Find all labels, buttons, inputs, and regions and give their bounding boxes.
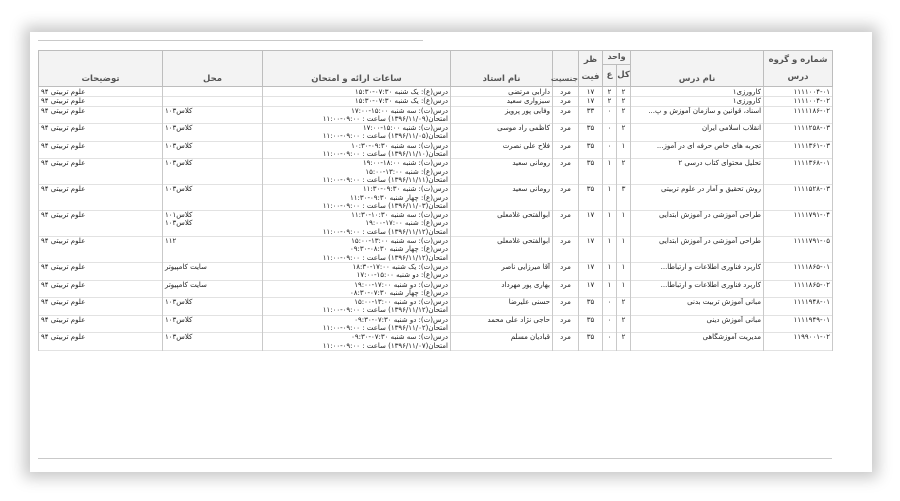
- notes: علوم تربیتی ۹۴: [39, 124, 163, 142]
- total-units: ۱: [617, 237, 631, 263]
- schedule-line: درس(ت): سه شنبه ۱۳:۰۰-۱۵:۰۰: [351, 237, 448, 246]
- location: سایت کامپیوتر: [163, 262, 263, 280]
- location: کلاس۱۰۳: [163, 333, 263, 351]
- header-notes[interactable]: توضیحات: [39, 51, 163, 87]
- capacity: ۱۷: [579, 97, 603, 106]
- capacity: ۱۷: [579, 87, 603, 97]
- notes: علوم تربیتی ۹۴: [39, 237, 163, 263]
- practical-units: ۱: [603, 159, 617, 185]
- gender: مرد: [553, 124, 579, 142]
- schedule-line: درس(ت): دو شنبه ۱۳:۰۰-۱۵:۰۰: [354, 298, 448, 307]
- gender: مرد: [553, 280, 579, 298]
- capacity: ۳۳: [579, 106, 603, 124]
- header-schedule[interactable]: ساعات ارائه و امتحان: [263, 51, 451, 87]
- notes: علوم تربیتی ۹۴: [39, 211, 163, 237]
- total-units: ۱: [617, 280, 631, 298]
- schedule-line: درس(ع): شنبه ۱۳:۰۰-۱۵:۰۰: [365, 167, 448, 176]
- table-row[interactable]: [39, 211, 833, 237]
- practical-units: ۲: [603, 97, 617, 106]
- gender: مرد: [553, 298, 579, 316]
- course-code: ۱۱۱۱۷۹۱-۰۵: [764, 237, 833, 263]
- notes: علوم تربیتی ۹۴: [39, 185, 163, 211]
- location: [163, 87, 263, 97]
- notes: علوم تربیتی ۹۴: [39, 106, 163, 124]
- header-total-units[interactable]: کل: [617, 65, 631, 87]
- table-row[interactable]: [39, 280, 833, 298]
- notes: علوم تربیتی ۹۴: [39, 333, 163, 351]
- schedule-cell: [263, 159, 451, 185]
- gender: مرد: [553, 185, 579, 211]
- schedule-line: امتحان(۱۳۹۶/۱۱/۰۷) ساعت : ۰۹:۰۰-۱۱:۰۰: [322, 341, 448, 350]
- total-units: ۱: [617, 141, 631, 159]
- location: کلاس۱۰۳: [163, 124, 263, 142]
- course-name: کاربرد فناوری اطلاعات و ارتباطا...: [631, 262, 764, 280]
- table-row[interactable]: [39, 124, 833, 142]
- total-units: ۳: [617, 185, 631, 211]
- practical-units: ۰: [603, 124, 617, 142]
- instructor-name: فلاح علی نصرت: [451, 141, 553, 159]
- schedule-line: درس(ع): چهار شنبه ۰۷:۳۰-۰۸:۳۰: [350, 288, 448, 297]
- header-course-code[interactable]: شماره و گروه درس: [764, 51, 833, 87]
- capacity: ۳۵: [579, 124, 603, 142]
- instructor-name: ابوالفتحی غلامعلی: [451, 237, 553, 263]
- location: کلاس۱۰۳: [163, 185, 263, 211]
- gender: مرد: [553, 211, 579, 237]
- capacity: ۳۵: [579, 159, 603, 185]
- schedule-line: امتحان(۱۳۹۶/۱۱/۰۳) ساعت : ۰۹:۰۰-۱۱:۰۰: [322, 201, 448, 210]
- instructor-name: دارابی مرتضی: [451, 87, 553, 97]
- practical-units: ۰: [603, 141, 617, 159]
- course-code: ۱۱۱۱۹۴۹-۰۱: [764, 315, 833, 333]
- practical-units: ۰: [603, 106, 617, 124]
- table-row[interactable]: [39, 87, 833, 97]
- course-code: ۱۱۱۱۳۶۸-۰۱: [764, 159, 833, 185]
- instructor-name: وفایی پور پرویز: [451, 106, 553, 124]
- course-name: روش تحقیق و آمار در علوم تربیتی: [631, 185, 764, 211]
- total-units: ۲: [617, 298, 631, 316]
- course-name: طراحی آموزشی در آموزش ابتدایی: [631, 211, 764, 237]
- table-row[interactable]: [39, 333, 833, 351]
- schedule-cell: [263, 237, 451, 263]
- table-row[interactable]: [39, 237, 833, 263]
- course-name: مبانی آموزش تربیت بدنی: [631, 298, 764, 316]
- schedule-cell: [263, 124, 451, 142]
- practical-units: ۰: [603, 315, 617, 333]
- location: کلاس۱۰۳: [163, 298, 263, 316]
- practical-units: ۱: [603, 185, 617, 211]
- header-location[interactable]: محل: [163, 51, 263, 87]
- schedule-cell: [263, 106, 451, 124]
- schedule-line: درس(ع): دو شنبه ۱۵:۰۰-۱۷:۰۰: [356, 271, 448, 280]
- header-gender[interactable]: جنسیت: [553, 51, 579, 87]
- schedule-line: درس(ت): دو شنبه ۰۷:۳۰-۰۹:۳۰: [354, 315, 448, 324]
- course-schedule-table: [38, 50, 833, 351]
- instructor-name: کاظمی راد موسی: [451, 124, 553, 142]
- location: سایت کامپیوتر: [163, 280, 263, 298]
- schedule-cell: [263, 185, 451, 211]
- course-code: ۱۱۱۱۲۵۸-۰۳: [764, 124, 833, 142]
- schedule-line: درس(ت): سه شنبه ۰۹:۳۰-۱۰:۳۰: [351, 141, 448, 150]
- practical-units: ۱: [603, 262, 617, 280]
- schedule-line: درس(ت): شنبه ۱۵:۰۰-۱۷:۰۰: [362, 124, 448, 133]
- table-row[interactable]: [39, 97, 833, 106]
- header-practical-units[interactable]: ع: [603, 65, 617, 87]
- location: کلاس۱۰۳: [163, 315, 263, 333]
- gender: مرد: [553, 237, 579, 263]
- capacity: ۱۷: [579, 280, 603, 298]
- schedule-cell: [263, 141, 451, 159]
- course-code: ۱۱۹۹۰۰۱-۰۲: [764, 333, 833, 351]
- header-units: واحد: [603, 51, 631, 65]
- instructor-name: حسنی علیرضا: [451, 298, 553, 316]
- course-code: ۱۱۱۱۹۴۸-۰۱: [764, 298, 833, 316]
- total-units: ۲: [617, 97, 631, 106]
- course-code: ۱۱۱۱۷۹۱-۰۴: [764, 211, 833, 237]
- gender: مرد: [553, 97, 579, 106]
- capacity: ۳۵: [579, 185, 603, 211]
- instructor-name: بهاری پور مهرداد: [451, 280, 553, 298]
- notes: علوم تربیتی ۹۴: [39, 141, 163, 159]
- instructor-name: ابوالفتحی غلامعلی: [451, 211, 553, 237]
- schedule-line: امتحان(۱۳۹۶/۱۱/۰۹) ساعت : ۰۹:۰۰-۱۱:۰۰: [322, 114, 448, 123]
- instructor-name: حاجی نژاد علی محمد: [451, 315, 553, 333]
- table-row[interactable]: [39, 315, 833, 333]
- table-row[interactable]: [39, 185, 833, 211]
- schedule-line: درس(ت): شنبه ۰۹:۳۰-۱۱:۳۰: [362, 185, 448, 194]
- capacity: ۱۷: [579, 262, 603, 280]
- schedule-line: درس(ت): یک شنبه ۱۷:۰۰-۱۸:۳۰: [352, 262, 448, 271]
- course-code: ۱۱۱۱۸۶۵-۰۱: [764, 262, 833, 280]
- table-row[interactable]: [39, 262, 833, 280]
- schedule-line: درس(ت): سه شنبه ۰۷:۳۰-۰۹:۳۰: [351, 333, 448, 342]
- instructor-name: آقا میرزایی ناصر: [451, 262, 553, 280]
- capacity: ۳۵: [579, 333, 603, 351]
- course-name: تحلیل محتوای کتاب درسی ۲: [631, 159, 764, 185]
- table-bottom-edge: [38, 458, 832, 459]
- total-units: ۲: [617, 87, 631, 97]
- schedule-line: امتحان(۱۳۹۶/۱۱/۱۲) ساعت : ۰۹:۰۰-۱۱:۰۰: [322, 306, 448, 315]
- header-capacity[interactable]: ظر فیت: [579, 51, 603, 87]
- course-name: انقلاب اسلامی ایران: [631, 124, 764, 142]
- schedule-line: درس(ت): شنبه ۱۸:۰۰-۱۹:۰۰: [362, 159, 448, 168]
- course-code: ۱۱۱۱۰۰۴-۰۱: [764, 87, 833, 97]
- total-units: ۲: [617, 124, 631, 142]
- schedule-line: درس(ع): چهار شنبه ۰۹:۳۰-۱۱:۳۰: [350, 193, 448, 202]
- schedule-line: امتحان(۱۳۹۶/۱۱/۰۵) ساعت : ۰۹:۰۰-۱۱:۰۰: [322, 132, 448, 141]
- location: کلاس۱۰۳: [163, 159, 263, 185]
- schedule-cell: [263, 315, 451, 333]
- course-name: کارورزی۱: [631, 97, 764, 106]
- table-row[interactable]: [39, 141, 833, 159]
- header-course-name[interactable]: نام درس: [631, 51, 764, 87]
- location: کلاس۱۰۳: [163, 141, 263, 159]
- notes: علوم تربیتی ۹۴: [39, 97, 163, 106]
- practical-units: ۲: [603, 87, 617, 97]
- schedule-line: امتحان(۱۳۹۶/۱۱/۱۰) ساعت : ۰۹:۰۰-۱۱:۰۰: [322, 150, 448, 159]
- total-units: ۲: [617, 106, 631, 124]
- schedule-cell: [263, 280, 451, 298]
- schedule-line: امتحان(۱۳۹۶/۱۱/۱۱) ساعت : ۰۹:۰۰-۱۱:۰۰: [322, 175, 448, 184]
- notes: علوم تربیتی ۹۴: [39, 159, 163, 185]
- practical-units: ۱: [603, 237, 617, 263]
- schedule-line: درس(ت): سه شنبه ۱۰:۳۰-۱۱:۳۰: [351, 211, 448, 220]
- schedule-cell: [263, 298, 451, 316]
- instructor-name: سبزواری سعید: [451, 97, 553, 106]
- total-units: ۲: [617, 159, 631, 185]
- instructor-name: قبادیان مسلم: [451, 333, 553, 351]
- course-code: ۱۱۱۱۵۲۸-۰۳: [764, 185, 833, 211]
- practical-units: ۰: [603, 333, 617, 351]
- gender: مرد: [553, 262, 579, 280]
- notes: علوم تربیتی ۹۴: [39, 280, 163, 298]
- gender: مرد: [553, 333, 579, 351]
- course-code: ۱۱۱۱۸۶۵-۰۲: [764, 280, 833, 298]
- total-units: ۲: [617, 315, 631, 333]
- notes: علوم تربیتی ۹۴: [39, 87, 163, 97]
- schedule-cell: [263, 262, 451, 280]
- practical-units: ۱: [603, 211, 617, 237]
- course-code: ۱۱۱۱۰۰۴-۰۲: [764, 97, 833, 106]
- header-instructor[interactable]: نام استاد: [451, 51, 553, 87]
- capacity: ۱۷: [579, 211, 603, 237]
- notes: علوم تربیتی ۹۴: [39, 315, 163, 333]
- gender: مرد: [553, 87, 579, 97]
- location: ۱۱۲: [163, 237, 263, 263]
- capacity: ۱۷: [579, 237, 603, 263]
- header-divider: [38, 40, 423, 41]
- schedule-line: درس(ع): یک شنبه ۰۷:۳۰-۱۵:۳۰: [354, 88, 448, 96]
- instructor-name: رومانی سعید: [451, 185, 553, 211]
- location: [163, 97, 263, 106]
- schedule-line: درس(ع): چهار شنبه ۰۸:۳۰-۰۹:۳۰: [350, 245, 448, 254]
- notes: علوم تربیتی ۹۴: [39, 298, 163, 316]
- schedule-line: امتحان(۱۳۹۶/۱۱/۱۲) ساعت : ۰۹:۰۰-۱۱:۰۰: [322, 227, 448, 236]
- course-code: ۱۱۱۱۱۸۶-۰۲: [764, 106, 833, 124]
- schedule-line: امتحان(۱۳۹۶/۱۱/۰۲) ساعت : ۰۹:۰۰-۱۱:۰۰: [322, 324, 448, 333]
- course-name: مدیریت آموزشگاهی: [631, 333, 764, 351]
- capacity: ۳۵: [579, 315, 603, 333]
- practical-units: ۰: [603, 298, 617, 316]
- capacity: ۳۵: [579, 141, 603, 159]
- schedule-cell: [263, 211, 451, 237]
- schedule-line: درس(ع): شنبه ۱۷:۰۰-۱۹:۰۰: [365, 219, 448, 228]
- course-code: ۱۱۱۱۳۶۱-۰۳: [764, 141, 833, 159]
- schedule-cell: [263, 87, 451, 97]
- course-name: اسناد، قوانین و سازمان آموزش و پ...: [631, 106, 764, 124]
- table-row[interactable]: [39, 298, 833, 316]
- schedule-cell: [263, 333, 451, 351]
- instructor-name: رومانی سعید: [451, 159, 553, 185]
- schedule-line: درس(ت): سه شنبه ۱۵:۰۰-۱۷:۰۰: [351, 106, 448, 115]
- practical-units: ۱: [603, 280, 617, 298]
- total-units: ۱: [617, 211, 631, 237]
- gender: مرد: [553, 141, 579, 159]
- table-row[interactable]: [39, 159, 833, 185]
- total-units: ۲: [617, 333, 631, 351]
- schedule-line: درس(ت): دو شنبه ۱۷:۰۰-۱۹:۰۰: [354, 280, 448, 289]
- capacity: ۳۵: [579, 298, 603, 316]
- course-name: کاربرد فناوری اطلاعات و ارتباطا...: [631, 280, 764, 298]
- schedule-line: درس(ع): یک شنبه ۰۷:۳۰-۱۵:۳۰: [354, 97, 448, 106]
- schedule-cell: [263, 97, 451, 106]
- total-units: ۱: [617, 262, 631, 280]
- course-name: مبانی آموزش دینی: [631, 315, 764, 333]
- table-row[interactable]: [39, 106, 833, 124]
- gender: مرد: [553, 106, 579, 124]
- schedule-line: امتحان(۱۳۹۶/۱۱/۱۲) ساعت : ۰۹:۰۰-۱۱:۰۰: [322, 253, 448, 262]
- course-name: تجربه های خاص حرفه ای در آموز...: [631, 141, 764, 159]
- gender: مرد: [553, 159, 579, 185]
- course-name: طراحی آموزشی در آموزش ابتدایی: [631, 237, 764, 263]
- course-name: کارورزی۱: [631, 87, 764, 97]
- location: کلاس۱۰۱ کلاس۱۰۳: [163, 211, 263, 237]
- notes: علوم تربیتی ۹۴: [39, 262, 163, 280]
- location: کلاس۱۰۳: [163, 106, 263, 124]
- gender: مرد: [553, 315, 579, 333]
